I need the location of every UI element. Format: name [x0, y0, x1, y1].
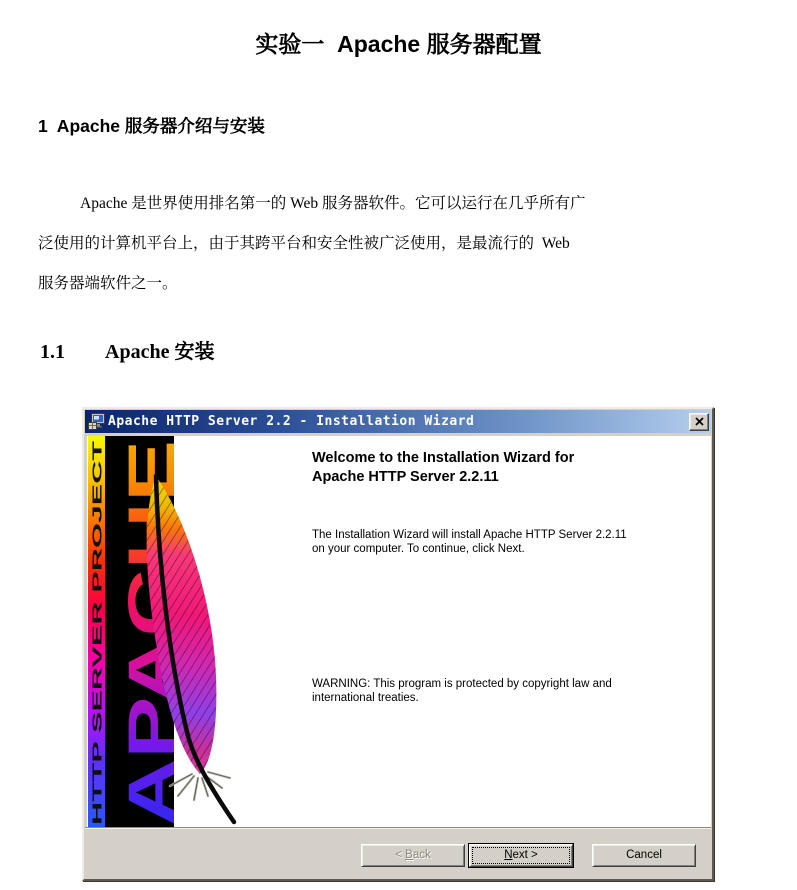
- document-title: 实验一 Apache 服务器配置: [255, 31, 542, 57]
- paragraph-line: Apache 是世界使用排名第一的 Web 服务器软件。它可以运行在几乎所有广: [80, 195, 586, 212]
- back-button[interactable]: < Back: [361, 844, 465, 867]
- copyright-warning: [312, 677, 698, 705]
- billboard-side-text: HTTP SERVER PROJECT: [89, 669, 105, 825]
- installer-wizard-window: [82, 407, 714, 881]
- heading-number: 1.1: [40, 341, 65, 363]
- wizard-button-bar: [85, 827, 711, 878]
- welcome-heading-line: Apache HTTP Server 2.2.11: [312, 469, 499, 485]
- billboard-word: APACHE: [114, 552, 188, 826]
- window-titlebar[interactable]: [85, 410, 711, 433]
- heading-text: Apache 安装: [105, 341, 215, 363]
- description-line: The Installation Wizard will install Apache HTTP Server 2.2.11: [312, 529, 627, 541]
- paragraph-line: 泛使用的计算机平台上，由于其跨平台和安全性被广泛使用，是最流行的 Web: [38, 235, 570, 252]
- windows-installer-icon: [88, 413, 105, 430]
- welcome-heading: [312, 449, 698, 487]
- cancel-button[interactable]: Cancel: [592, 844, 696, 867]
- install-description: [312, 528, 698, 556]
- warning-line: international treaties.: [312, 692, 419, 704]
- section-heading-1: 1 Apache 服务器介绍与安装: [38, 116, 265, 136]
- paragraph-line: 服务器端软件之一。: [38, 275, 178, 292]
- intro-paragraph: [38, 192, 762, 312]
- welcome-heading-line: Welcome to the Installation Wizard for: [312, 450, 575, 466]
- close-icon: [695, 417, 704, 426]
- billboard-panel: [88, 436, 174, 828]
- section-heading-1-1: [40, 335, 214, 364]
- next-button[interactable]: Next >: [469, 844, 573, 867]
- warning-line: WARNING: This program is protected by copyright law and: [312, 678, 612, 690]
- close-button[interactable]: [689, 413, 709, 431]
- window-title: Apache HTTP Server 2.2 - Installation Wizard: [108, 414, 475, 429]
- description-line: on your computer. To continue, click Next.: [312, 543, 525, 555]
- wizard-content: [87, 436, 711, 828]
